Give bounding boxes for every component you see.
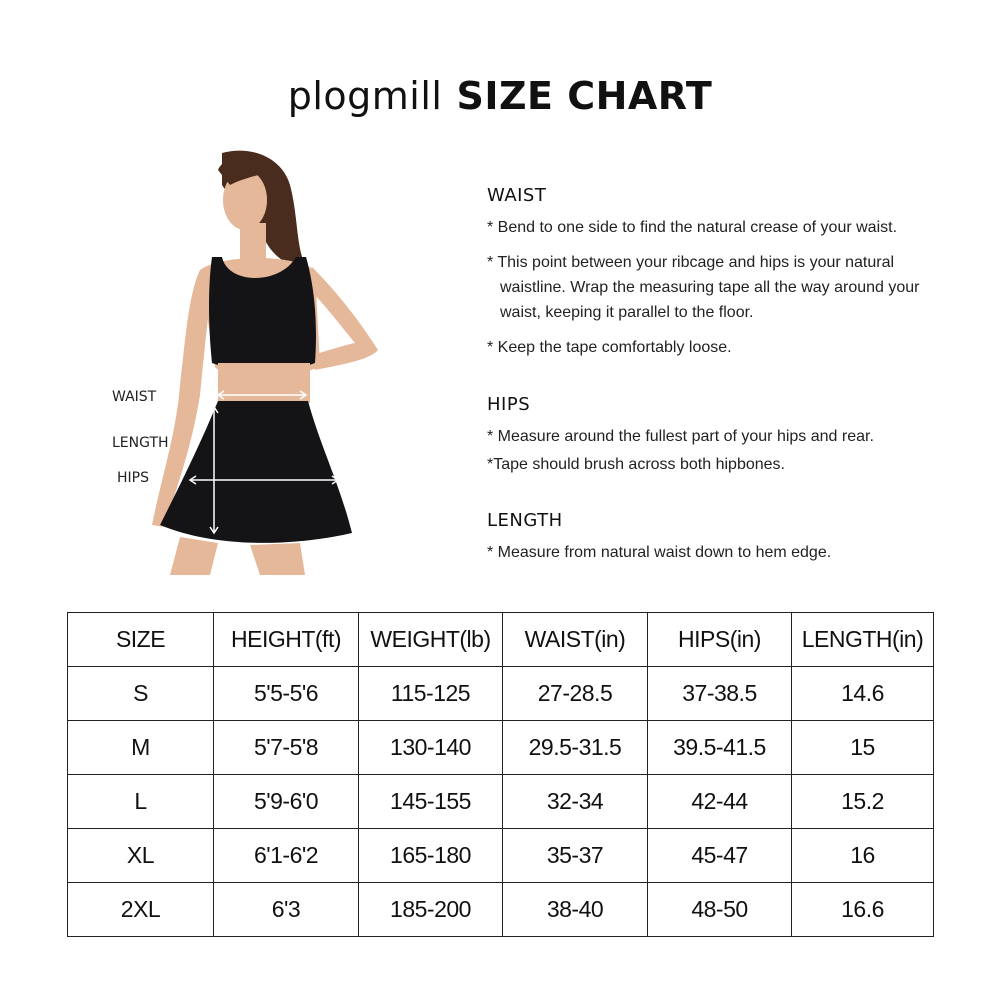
cell-weight: 115-125 [359, 667, 503, 721]
cell-weight: 165-180 [359, 829, 503, 883]
table-row [68, 775, 934, 829]
table-row [68, 829, 934, 883]
table-header-row [68, 613, 934, 667]
table-row [68, 667, 934, 721]
waist-line-2: * This point between your ribcage and hips is your natural waistline. Wrap the measuring tape all the way around your waist, keeping it parallel to the floor. [487, 254, 920, 321]
header-waist: WAIST(in) [503, 613, 648, 667]
length-label: LENGTH [112, 435, 169, 451]
cell-size: M [68, 721, 214, 775]
cell-height: 5'9-6'0 [214, 775, 359, 829]
cell-height: 6'3 [214, 883, 359, 937]
model-figure-image [100, 145, 430, 575]
cell-hips: 42-44 [648, 775, 792, 829]
cell-height: 6'1-6'2 [214, 829, 359, 883]
cell-length: 16.6 [792, 883, 934, 937]
model-illustration [100, 145, 430, 575]
cell-size: 2XL [68, 883, 214, 937]
header-weight: WEIGHT(lb) [359, 613, 503, 667]
length-line-1: * Measure from natural waist down to hem edge. [487, 544, 832, 561]
table-row [68, 721, 934, 775]
waist-guide [487, 185, 957, 360]
cell-weight: 130-140 [359, 721, 503, 775]
cell-length: 15 [792, 721, 934, 775]
waist-label: WAIST [112, 389, 157, 405]
cell-weight: 185-200 [359, 883, 503, 937]
waist-line-3: * Keep the tape comfortably loose. [487, 339, 732, 356]
cell-height: 5'7-5'8 [214, 721, 359, 775]
cell-waist: 35-37 [503, 829, 648, 883]
page-title [0, 74, 1000, 118]
header-size: SIZE [68, 613, 214, 667]
hips-line-2: *Tape should brush across both hipbones. [487, 456, 785, 473]
waist-heading: WAIST [487, 185, 547, 206]
cell-size: L [68, 775, 214, 829]
cell-waist: 38-40 [503, 883, 648, 937]
cell-weight: 145-155 [359, 775, 503, 829]
cell-waist: 29.5-31.5 [503, 721, 648, 775]
brand-name: plogmill [287, 74, 443, 118]
hips-heading: HIPS [487, 394, 531, 415]
length-heading: LENGTH [487, 510, 563, 531]
hips-guide [487, 394, 957, 477]
waist-line-1: * Bend to one side to find the natural crease of your waist. [487, 219, 898, 236]
cell-waist: 27-28.5 [503, 667, 648, 721]
cell-hips: 39.5-41.5 [648, 721, 792, 775]
table-row [68, 883, 934, 937]
chart-title: SIZE CHART [456, 74, 713, 118]
cell-size: XL [68, 829, 214, 883]
cell-length: 15.2 [792, 775, 934, 829]
size-table [67, 612, 934, 937]
header-height: HEIGHT(ft) [214, 613, 359, 667]
cell-hips: 37-38.5 [648, 667, 792, 721]
cell-length: 14.6 [792, 667, 934, 721]
hips-label: HIPS [117, 470, 149, 486]
cell-hips: 48-50 [648, 883, 792, 937]
cell-length: 16 [792, 829, 934, 883]
length-guide [487, 510, 957, 565]
cell-size: S [68, 667, 214, 721]
cell-waist: 32-34 [503, 775, 648, 829]
hips-line-1: * Measure around the fullest part of your hips and rear. [487, 428, 874, 445]
header-length: LENGTH(in) [792, 613, 934, 667]
cell-height: 5'5-5'6 [214, 667, 359, 721]
cell-hips: 45-47 [648, 829, 792, 883]
header-hips: HIPS(in) [648, 613, 792, 667]
